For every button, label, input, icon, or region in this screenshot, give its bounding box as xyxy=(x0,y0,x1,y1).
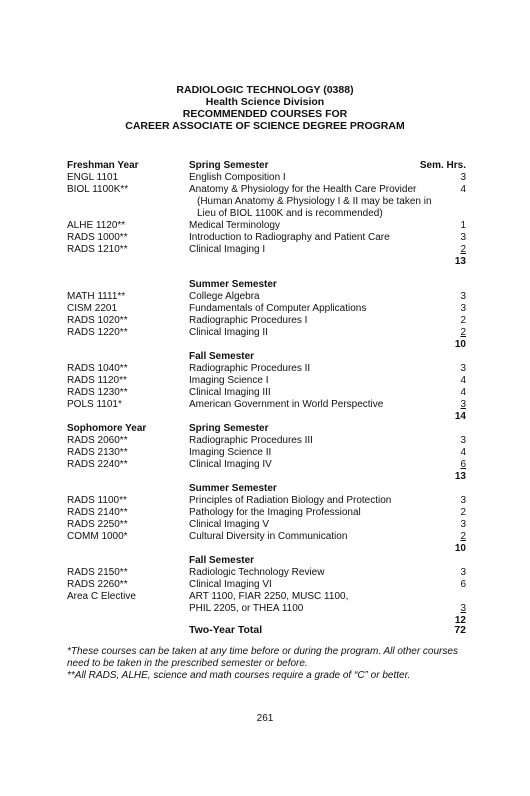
course-code: POLS 1101* xyxy=(67,399,122,410)
course-title: PHIL 2205, or THEA 1100 xyxy=(189,603,304,614)
semester-heading-row xyxy=(67,279,466,291)
table-row xyxy=(67,303,466,315)
course-title: College Algebra xyxy=(189,291,260,302)
course-title: American Government in World Perspective xyxy=(189,399,384,410)
course-note: Lieu of BIOL 1100K and is recommended) xyxy=(197,208,383,219)
table-row xyxy=(67,447,466,459)
semester-total-row xyxy=(67,256,466,268)
course-code: RADS 2250** xyxy=(67,519,128,530)
course-code: RADS 1210** xyxy=(67,244,128,255)
course-hours: 6 xyxy=(460,579,466,590)
semester-heading: Spring Semester xyxy=(189,423,269,434)
course-code: Area C Elective xyxy=(67,591,136,602)
course-title: Clinical Imaging IV xyxy=(189,459,272,470)
semester-heading: Fall Semester xyxy=(189,351,255,362)
course-title: Introduction to Radiography and Patient Care xyxy=(189,232,390,243)
degree-title: CAREER ASSOCIATE OF SCIENCE DEGREE PROGRAM xyxy=(125,120,405,132)
table-row xyxy=(67,567,466,579)
course-hours: 4 xyxy=(460,375,466,386)
course-hours: 2 xyxy=(460,507,466,518)
course-code: RADS 2140** xyxy=(67,507,128,518)
course-hours: 6 xyxy=(460,459,466,470)
course-hours: 1 xyxy=(460,220,466,231)
course-hours: 4 xyxy=(460,184,466,195)
course-code: CISM 2201 xyxy=(67,303,118,314)
course-title: Principles of Radiation Biology and Protection xyxy=(189,495,392,506)
semester-total: 10 xyxy=(454,543,466,554)
table-row xyxy=(67,244,466,256)
course-title: Clinical Imaging III xyxy=(189,387,271,398)
course-code: RADS 1100** xyxy=(67,495,127,506)
course-title: Clinical Imaging VI xyxy=(189,579,272,590)
two-year-total-value: 72 xyxy=(454,624,466,636)
course-title: English Composition I xyxy=(189,172,286,183)
table-row xyxy=(67,459,466,471)
course-code: RADS 2130** xyxy=(67,447,128,458)
course-title: Clinical Imaging II xyxy=(189,327,268,338)
semester-total-row xyxy=(67,411,466,423)
semester-total-row xyxy=(67,471,466,483)
semester-total-row xyxy=(67,543,466,555)
semester-total: 13 xyxy=(454,256,466,267)
table-row xyxy=(67,196,466,208)
course-code: RADS 1040** xyxy=(67,363,128,374)
course-hours: 3 xyxy=(460,363,466,374)
table-row xyxy=(67,399,466,411)
year-label: Freshman Year xyxy=(67,160,139,171)
table-row xyxy=(67,172,466,184)
semester-heading-row xyxy=(67,351,466,363)
semester-heading: Spring Semester xyxy=(189,160,269,171)
sem-hrs-heading: Sem. Hrs. xyxy=(419,160,466,171)
semester-heading: Summer Semester xyxy=(189,279,277,290)
semester-heading-row xyxy=(67,483,466,495)
footnote-double-asterisk: **All RADS, ALHE, science and math courses require a grade of “C” or better. xyxy=(67,670,411,681)
document-header xyxy=(0,84,530,132)
course-title: Imaging Science I xyxy=(189,375,269,386)
course-hours: 3 xyxy=(460,603,466,614)
table-row xyxy=(67,208,466,220)
course-hours: 3 xyxy=(460,495,466,506)
course-title: Medical Terminology xyxy=(189,220,280,231)
course-code: RADS 1000** xyxy=(67,232,128,243)
two-year-total-label: Two-Year Total xyxy=(189,624,263,636)
course-title: Cultural Diversity in Communication xyxy=(189,531,348,542)
semester-total: 13 xyxy=(454,471,466,482)
footnote-single-asterisk: *These courses can be taken at any time before or during the program. All other courses need to be taken in the prescribed semester or before. xyxy=(67,646,458,669)
year-label: Sophomore Year xyxy=(67,423,147,434)
course-title: Imaging Science II xyxy=(189,447,272,458)
course-note: (Human Anatomy & Physiology I & II may be taken in xyxy=(197,196,432,207)
course-hours: 3 xyxy=(460,567,466,578)
semester-total: 14 xyxy=(454,411,466,422)
course-hours: 3 xyxy=(460,519,466,530)
table-row xyxy=(67,291,466,303)
table-row xyxy=(67,579,466,591)
table-row xyxy=(67,435,466,447)
course-code: BIOL 1100K** xyxy=(67,184,129,195)
course-code: RADS 1230** xyxy=(67,387,128,398)
course-hours: 3 xyxy=(460,435,466,446)
course-code: RADS 2060** xyxy=(67,435,128,446)
table-row xyxy=(67,519,466,531)
footnotes xyxy=(67,646,467,682)
course-code: RADS 2240** xyxy=(67,459,128,470)
table-row xyxy=(67,184,466,196)
course-hours: 3 xyxy=(460,399,466,410)
course-hours: 3 xyxy=(460,291,466,302)
program-title: RADIOLOGIC TECHNOLOGY (0388) xyxy=(176,84,354,96)
table-row xyxy=(67,363,466,375)
course-hours: 3 xyxy=(460,303,466,314)
table-row xyxy=(67,387,466,399)
course-code: MATH 1111** xyxy=(67,291,126,302)
semester-heading-row xyxy=(67,555,466,567)
table-header-row xyxy=(67,160,466,172)
semester-heading: Summer Semester xyxy=(189,483,277,494)
course-code: RADS 1020** xyxy=(67,315,128,326)
table-row xyxy=(67,375,466,387)
course-title: ART 1100, FIAR 2250, MUSC 1100, xyxy=(189,591,349,602)
course-title: Fundamentals of Computer Applications xyxy=(189,303,367,314)
course-title: Radiographic Procedures II xyxy=(189,363,311,374)
course-hours: 2 xyxy=(460,327,466,338)
table-row xyxy=(67,507,466,519)
table-row xyxy=(67,327,466,339)
course-hours: 4 xyxy=(460,387,466,398)
page-number: 261 xyxy=(256,713,274,724)
two-year-total-row xyxy=(67,624,466,637)
course-hours: 3 xyxy=(460,172,466,183)
course-code: COMM 1000* xyxy=(67,531,128,542)
semester-total-row xyxy=(67,339,466,351)
division-title: Health Science Division xyxy=(205,96,325,108)
course-code: RADS 2260** xyxy=(67,579,128,590)
table-row xyxy=(67,603,466,615)
course-hours: 2 xyxy=(460,531,466,542)
course-hours: 4 xyxy=(460,447,466,458)
table-row xyxy=(67,495,466,507)
course-code: ALHE 1120** xyxy=(67,220,126,231)
semester-heading: Fall Semester xyxy=(189,555,255,566)
semester-total: 10 xyxy=(454,339,466,350)
spacer xyxy=(67,268,466,279)
table-header-row xyxy=(67,423,466,435)
course-title: Clinical Imaging I xyxy=(189,244,266,255)
course-code: RADS 1120** xyxy=(67,375,127,386)
course-table xyxy=(67,160,466,627)
course-hours: 2 xyxy=(460,244,466,255)
course-hours: 2 xyxy=(460,315,466,326)
table-row xyxy=(67,220,466,232)
table-row xyxy=(67,591,466,603)
course-title: Anatomy & Physiology for the Health Care Provider xyxy=(189,184,417,195)
course-code: RADS 1220** xyxy=(67,327,128,338)
table-row xyxy=(67,315,466,327)
course-title: Clinical Imaging V xyxy=(189,519,270,530)
course-title: Radiographic Procedures I xyxy=(189,315,308,326)
semester-total: 12 xyxy=(454,615,466,626)
course-hours: 3 xyxy=(460,232,466,243)
table-row xyxy=(67,531,466,543)
course-title: Pathology for the Imaging Professional xyxy=(189,507,361,518)
table-row xyxy=(67,232,466,244)
course-code: RADS 2150** xyxy=(67,567,128,578)
recommended-title: RECOMMENDED COURSES FOR xyxy=(182,108,348,120)
course-title: Radiographic Procedures III xyxy=(189,435,313,446)
course-title: Radiologic Technology Review xyxy=(189,567,325,578)
course-code: ENGL 1101 xyxy=(67,172,119,183)
